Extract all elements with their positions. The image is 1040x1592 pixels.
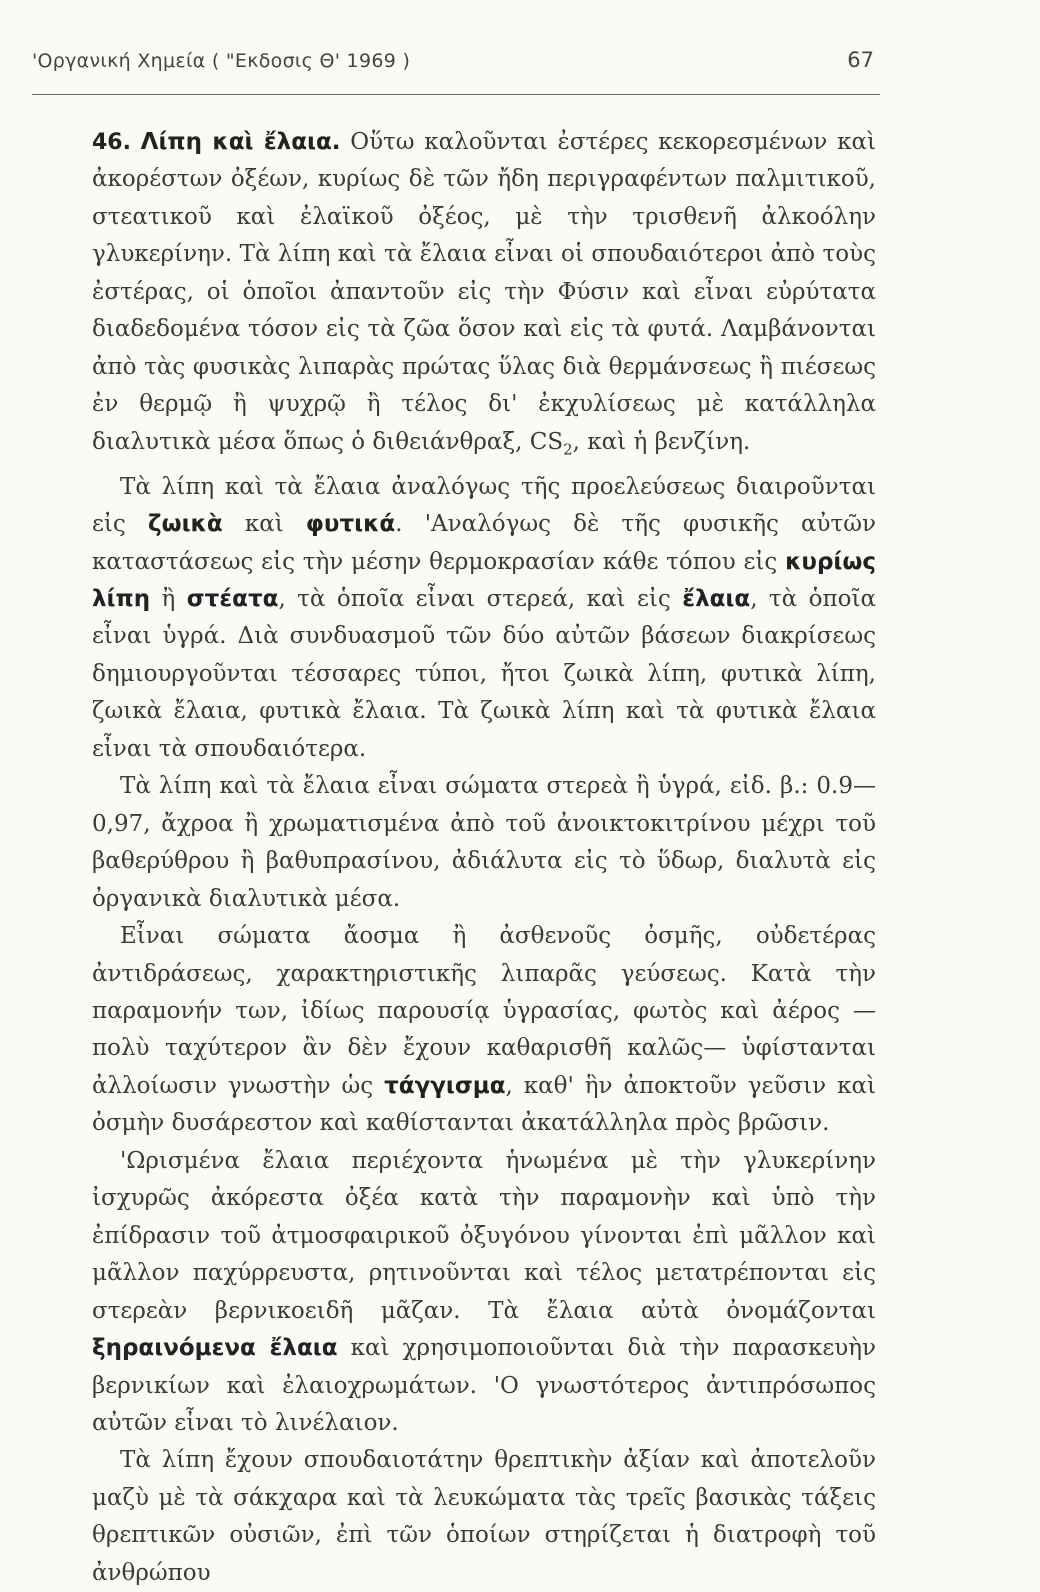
bold-term: τάγγισμα [384,1072,506,1099]
formula-subscript: 2 [563,440,573,459]
page-number: 67 [847,48,874,72]
bold-term: στέατα [186,586,279,613]
bold-term: ζωικὰ [147,511,223,538]
paragraph-3: Τὰ λίπη καὶ τὰ ἔλαια εἶναι σώματα στερεὰ ἢ ὑγρά, εἰδ. β.: 0.9—0,97, ἄχροα ἢ χρωματισμένα ἀπὸ τοῦ ἀνοικτοκιτρίνου μέχρι τοῦ βαθερύθρου ἢ βαθυπρασίνου, ἀδιάλυτα εἰς τὸ ὕδωρ, διαλυτὰ εἰς ὀργανικὰ διαλυτικὰ μέσα. [92,773,876,912]
paragraph-1-tail: , καὶ ἡ βενζίνη. [572,428,751,455]
running-title: 'Οργανική Χημεία ( "Εκδοσις Θ' 1969 ) [32,50,411,72]
paragraph-2 [92,469,876,769]
section-number: 46. [92,130,131,155]
text-run: , τὰ ὁποῖα εἶναι ὑγρά. Διὰ συνδυασμοῦ τῶν δύο αὐτῶν βάσεων διακρίσεως δημιουργοῦνται τέσσαρες τύποι, ἤτοι ζωικὰ λίπη, φυτικὰ λίπη, ζωικὰ ἔλαια, φυτικὰ ἔλαια. Τὰ ζωικὰ λίπη καὶ τὰ φυτικὰ ἔλαια εἶναι τὰ σπουδαιότερα. [92,586,876,762]
paragraph-1-text: Οὕτω καλοῦνται ἐστέρες κεκορεσμένων καὶ ἀκορέστων ὀξέων, κυρίως δὲ τῶν ἤδη περιγραφέντων παλμιτικοῦ, στεατικοῦ καὶ ἐλαϊκοῦ ὀξέος, μὲ τὴν τρισθενῆ ἀλκοόλην γλυκερίνην. Τὰ λίπη καὶ τὰ ἔλαια εἶναι οἱ σπουδαιότεροι ἀπὸ τοὺς ἐστέρας, οἱ ὁποῖοι ἀπαντοῦν εἰς τὴν Φύσιν καὶ εἶναι εὐρύτατα διαδεδομένα τόσον εἰς τὰ ζῶα ὅσον καὶ εἰς τὰ φυτά. Λαμβάνονται ἀπὸ τὰς φυσικὰς λιπαρὰς πρώτας ὕλας διὰ θερμάνσεως ἢ πιέσεως ἐν θερμῷ ἢ ψυχρῷ ἢ τέλος δι' ἐκχυλίσεως μὲ κατάλληλα διαλυτικὰ μέσα ὅπως ὁ διθειάνθραξ, [92,129,876,455]
paragraph-6: Τὰ λίπη ἔχουν σπουδαιοτάτην θρεπτικὴν ἀξίαν καὶ ἀποτελοῦν μαζὺ μὲ τὰ σάκχαρα καὶ τὰ λευκώματα τὰς τρεῖς βασικὰς τάξεις θρεπτικῶν οὐσιῶν, ἐπὶ τῶν ὁποίων στηρίζεται ἡ διατροφὴ τοῦ ἀνθρώπου [92,1447,876,1586]
bold-term: ξηραινόμενα ἔλαια [92,1335,338,1362]
text-run: . 'Αναλόγως δὲ τῆς φυσικῆς αὐτῶν καταστάσεως εἰς τὴν μέσην θερμοκρασίαν κάθε τόπου εἰς [92,511,876,575]
text-run: , καθ' ἣν ἀποκτοῦν γεῦσιν καὶ ὀσμὴν δυσάρεστον καὶ καθίστανται ἀκατάλληλα πρὸς βρῶσιν. [92,1072,876,1137]
section-title: Λίπη καὶ ἔλαια. [140,129,341,155]
text-run: Τὰ λίπη καὶ τὰ ἔλαια ἀναλόγως τῆς προελεύσεως διαιροῦνται εἰς [92,473,876,538]
text-run: 'Ωρισμένα ἔλαια περιέχοντα ἡνωμένα μὲ τὴν γλυκερίνην ἰσχυρῶς ἀκόρεστα ὀξέα κατὰ τὴν παραμονὴν καὶ ὑπὸ τὴν ἐπίδρασιν τοῦ ἀτμοσφαιρικοῦ ὀξυγόνου γίνονται ἐπὶ μᾶλλον καὶ μᾶλλον παχύρρευστα, ρητινοῦνται καὶ τέλος μετατρέπονται εἰς στερεὰν βερνικοειδῆ μᾶζαν. Τὰ ἔλαια αὐτὰ ὀνομάζονται [92,1147,876,1324]
text-run: ἢ [150,586,187,613]
paragraph-1 [92,124,876,469]
text-run: Εἶναι σώματα ἄοσμα ἢ ἀσθενοῦς ὀσμῆς, οὐδετέρας ἀντιδράσεως, χαρακτηριστικῆς λιπαρᾶς γεύσεως. Κατὰ τὴν παραμονήν των, ἰδίως παρουσίᾳ ὑγρασίας, φωτὸς καὶ ἀέρος — πολὺ ταχύτερον ἂν δὲν ἔχουν καθαρισθῆ καλῶς— ὑφίστανται ἀλλοίωσιν γνωστὴν ὡς [92,923,876,1099]
paragraph-4 [92,918,876,1143]
bold-term: φυτικά [305,511,396,538]
paragraph-5 [92,1143,876,1443]
body-text [92,124,876,1592]
text-run: , τὰ ὁποῖα εἶναι στερεά, καὶ εἰς [278,586,683,613]
bold-term: ἔλαια [682,586,751,613]
text-run: καὶ χρησιμοποιοῦνται διὰ τὴν παρασκευὴν βερνικίων καὶ ἐλαιοχρωμάτων. 'Ο γνωστότερος ἀντιπρόσωπος αὐτῶν εἶναι τὸ λινέλαιον. [92,1335,876,1436]
formula-cs2: CS [529,428,564,455]
text-run: καὶ [222,511,306,538]
page-header [32,48,880,95]
bold-term: κυρίως λίπη [92,548,876,613]
